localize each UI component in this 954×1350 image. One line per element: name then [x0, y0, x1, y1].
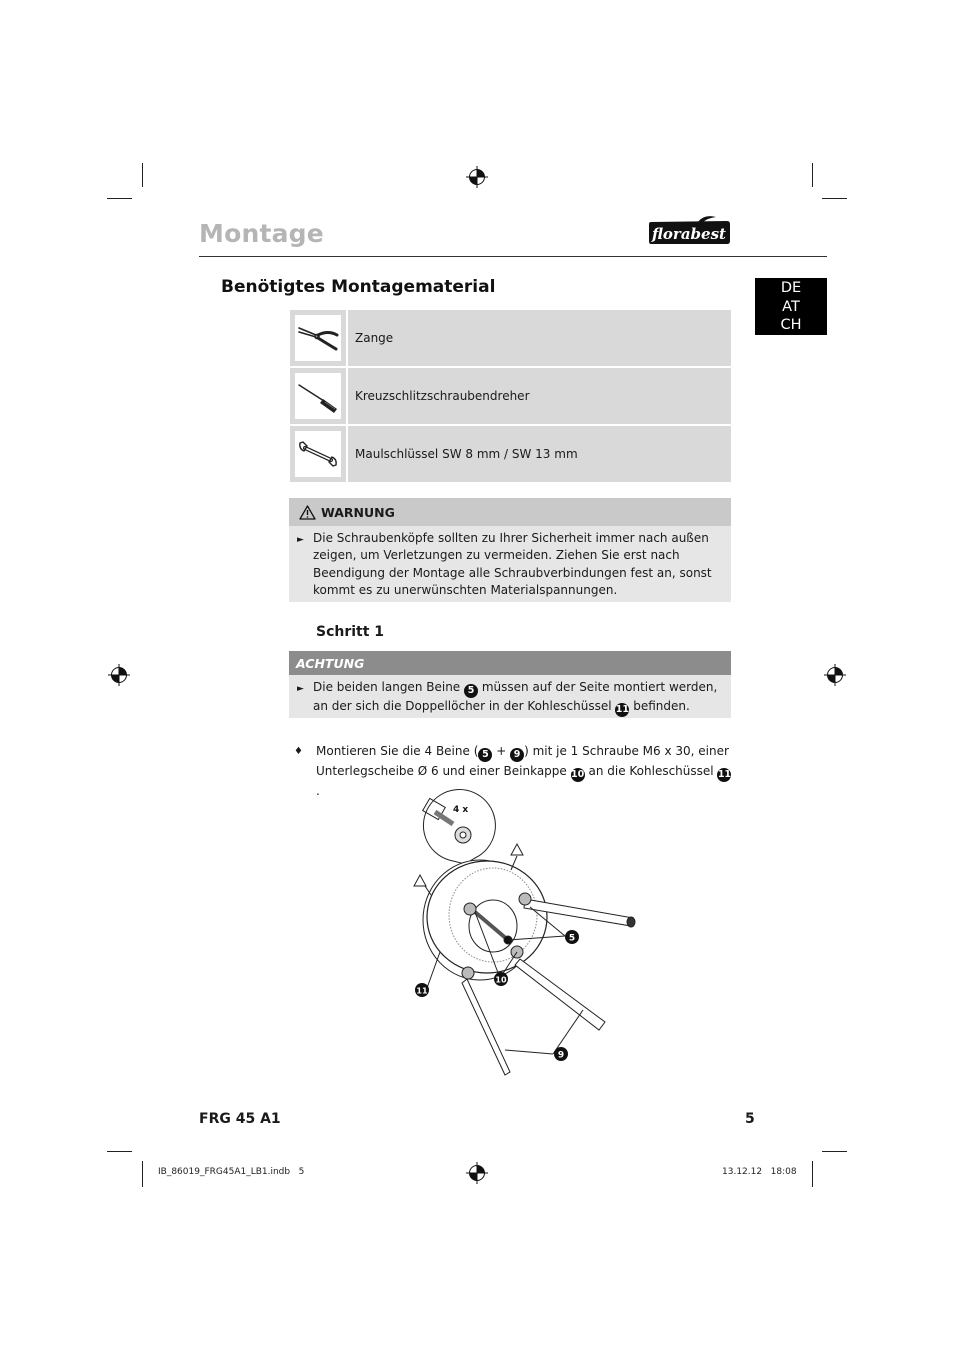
print-file-info: IB_86019_FRG45A1_LB1.indb 5 [158, 1167, 305, 1177]
warning-box [289, 498, 731, 602]
tool-label: Kreuzschlitzschraubendreher [355, 389, 530, 403]
screwdriver-icon [296, 376, 340, 416]
warning-triangle-icon [299, 505, 316, 520]
crop-mark [812, 1161, 813, 1187]
svg-text:4 x: 4 x [453, 805, 469, 815]
svg-text:11: 11 [416, 986, 428, 996]
part-number-badge: 11 [615, 704, 629, 715]
crop-mark [107, 1151, 132, 1152]
caution-box [289, 651, 731, 718]
section-title: Benötigtes Montagematerial [221, 277, 496, 297]
crop-mark [142, 163, 143, 187]
svg-text:5: 5 [568, 933, 576, 944]
page-title: Montage [199, 219, 324, 248]
print-date-info: 13.12.12 18:08 [722, 1167, 797, 1177]
registration-mark-icon [824, 664, 846, 686]
language-code: DE [780, 280, 802, 296]
part-number-badge: 5 [478, 748, 492, 762]
warning-heading: WARNUNG [321, 504, 395, 520]
crop-mark [822, 1151, 847, 1152]
model-number: FRG 45 A1 [199, 1111, 281, 1127]
language-tab [755, 278, 827, 335]
tool-row [290, 426, 731, 482]
part-number-badge: 10 [571, 769, 585, 780]
assembly-diagram [405, 782, 650, 1082]
wrench-icon [296, 434, 340, 474]
registration-mark-icon [466, 1162, 488, 1184]
crop-mark [822, 198, 847, 199]
warning-header [289, 498, 731, 526]
brand-logo [646, 216, 732, 246]
crop-mark [812, 163, 813, 187]
part-number-badge: 11 [717, 769, 732, 780]
pliers-icon [296, 318, 340, 358]
bullet-arrow-icon: ► [297, 535, 304, 545]
caution-heading: ACHTUNG [289, 651, 731, 675]
language-code: AT [782, 298, 800, 315]
registration-mark-icon [466, 166, 488, 188]
svg-text:florabest: florabest [652, 225, 726, 243]
crop-mark [107, 198, 132, 199]
instruction-text: Montieren Sie die 4 Beine ( 5 + 9 ) mit je 1 Schraube M6 x 30, einer Unterlegscheibe Ø 6 und einer Beinkappe 10 an die Kohleschüssel 11. [316, 744, 732, 798]
header-rule [199, 256, 827, 257]
step-title: Schritt 1 [316, 624, 385, 640]
svg-text:9: 9 [557, 1050, 565, 1061]
part-number-badge: 5 [464, 684, 478, 698]
tool-label: Maulschlüssel SW 8 mm / SW 13 mm [355, 447, 578, 461]
tool-row [290, 310, 731, 366]
tools-table [290, 310, 731, 484]
tool-label: Zange [355, 331, 394, 345]
part-number-badge: 9 [510, 748, 524, 762]
warning-text: Die Schraubenköpfe sollten zu Ihrer Sicherheit immer nach außen zeigen, um Verletzungen zu vermeiden. Ziehen Sie erst nach Beendigung der Montage alle Schraubverbindungen fest an, sonst kommt es zu unerwünschten Materialspannungen. [313, 531, 712, 597]
language-code: CH [780, 317, 802, 333]
registration-mark-icon [108, 664, 130, 686]
svg-text:10: 10 [495, 975, 507, 985]
bullet-arrow-icon: ► [297, 684, 304, 694]
tool-row [290, 368, 731, 424]
page-number: 5 [745, 1111, 755, 1127]
diamond-bullet-icon: ♦ [294, 746, 303, 757]
caution-text: Die beiden langen Beine 5 müssen auf der Seite montiert werden, an der sich die Doppellöcher in der Kohleschüssel 11 befinden. [313, 680, 718, 715]
crop-mark [142, 1161, 143, 1187]
